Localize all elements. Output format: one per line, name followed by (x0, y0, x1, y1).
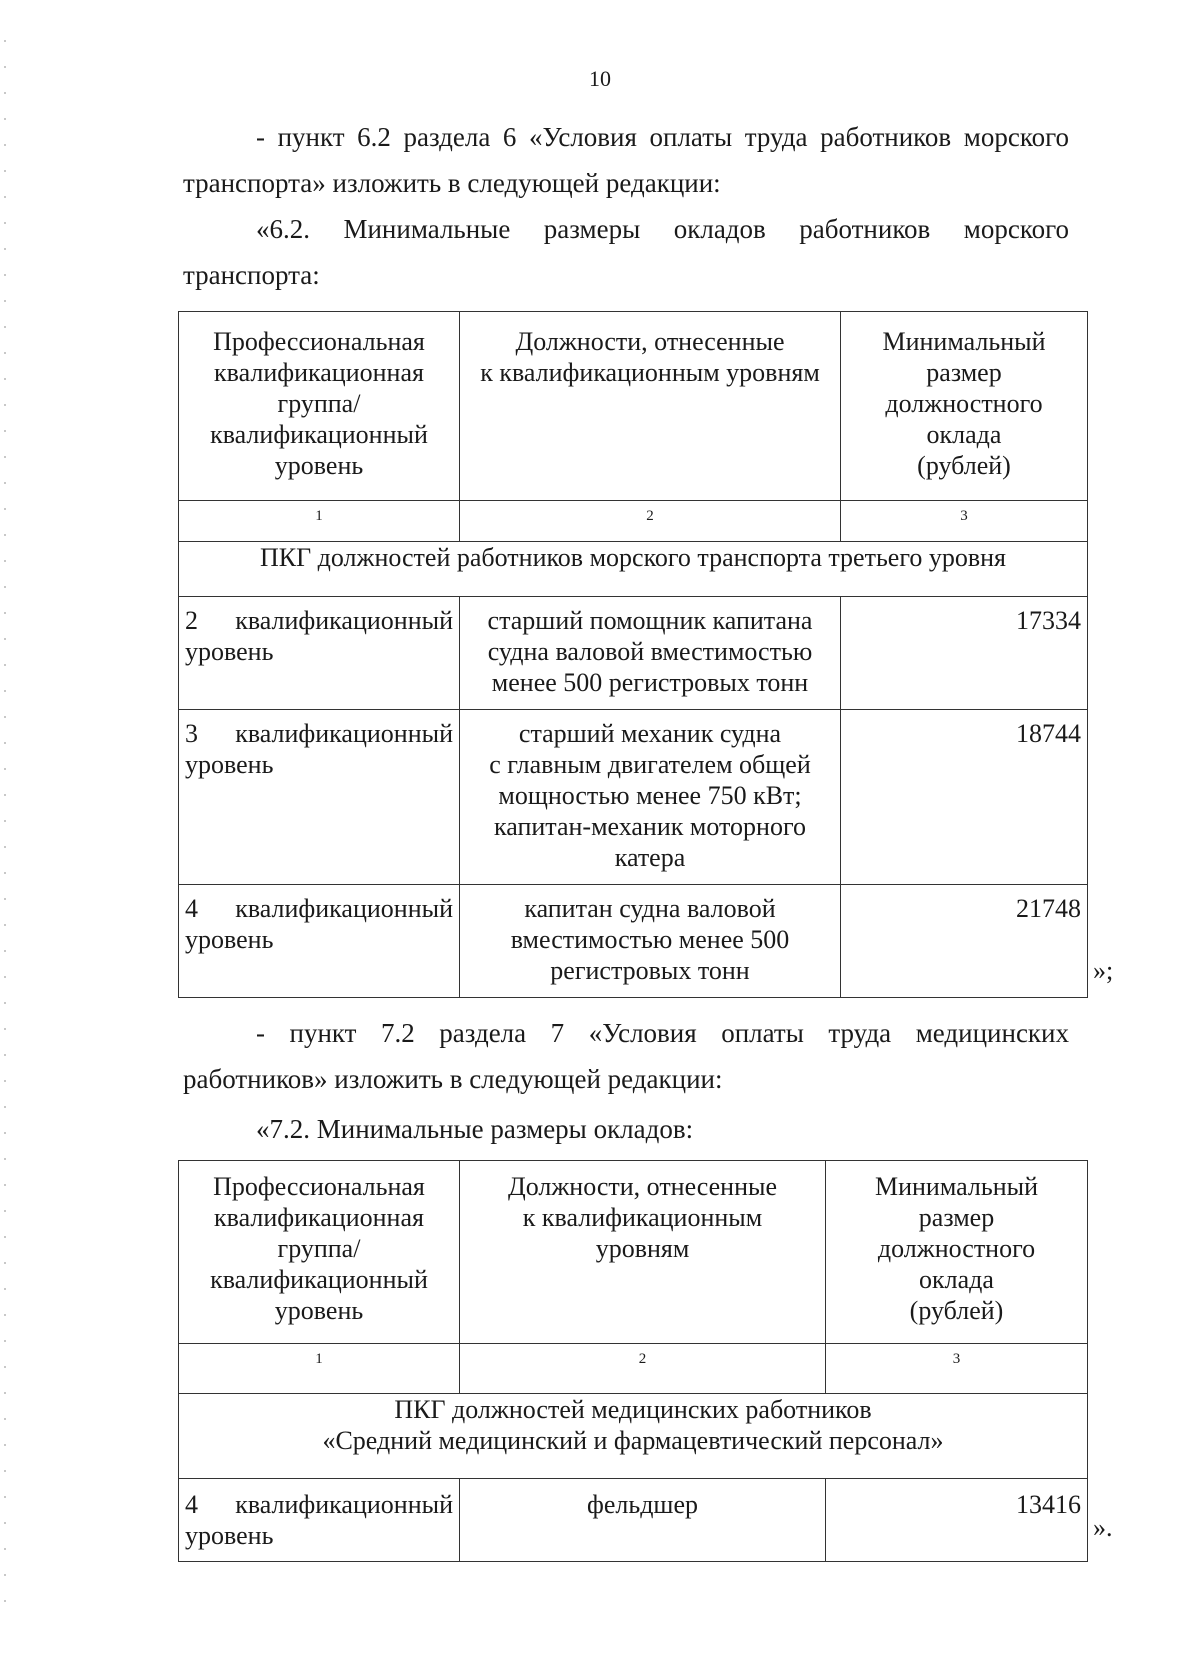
header-text: квалификационный (210, 420, 428, 449)
paragraph-line: - пункт 6.2 раздела 6 «Условия оплаты труда работников морского (256, 122, 1069, 152)
table-row (179, 885, 1088, 998)
position-line: судна валовой вместимостью (487, 637, 813, 666)
closing-quote: ». (1093, 1513, 1113, 1542)
header-text: группа/ (277, 1234, 361, 1263)
column-number: 2 (460, 501, 841, 542)
group-title-line: ПКГ должностей медицинских работников (394, 1395, 872, 1424)
level-line (179, 1489, 459, 1520)
level-tail: уровень (185, 637, 274, 666)
header-text: квалификационная (214, 358, 424, 387)
position-line: катера (614, 843, 686, 872)
group-title (179, 1394, 1088, 1479)
level-number: 2 (185, 606, 198, 635)
position-line: капитан судна валовой (524, 894, 776, 923)
header-text: оклада (926, 420, 1002, 449)
level-cell (179, 710, 460, 885)
header-text: Профессиональная (213, 327, 425, 356)
header-cell-group-level (179, 1161, 460, 1344)
header-cell-salary (841, 312, 1088, 501)
position-line: фельдшер (586, 1490, 698, 1519)
header-text: уровням (595, 1234, 690, 1263)
group-title: ПКГ должностей работников морского транспорта третьего уровня (179, 542, 1088, 597)
header-text: Минимальный (874, 1172, 1039, 1201)
column-number: 3 (826, 1344, 1088, 1394)
positions-cell (460, 885, 841, 998)
paragraph-line: транспорта» изложить в следующей редакции: (183, 168, 721, 198)
header-cell-positions (460, 312, 841, 501)
header-text: группа/ (277, 389, 361, 418)
position-line: вместимостью менее 500 (510, 925, 790, 954)
column-number: 3 (841, 501, 1088, 542)
page-number: 10 (589, 66, 611, 91)
closing-quote: »; (1093, 956, 1114, 985)
header-text: должностного (877, 1234, 1036, 1263)
level-word: квалификационный (235, 894, 453, 923)
level-number: 3 (185, 719, 198, 748)
salary-table-maritime (178, 311, 1088, 998)
header-text: размер (926, 358, 1002, 387)
paragraph-line: работников» изложить в следующей редакции: (183, 1064, 723, 1094)
level-cell (179, 1479, 460, 1562)
group-title-row (179, 1394, 1088, 1479)
paragraph-7-2-intro (183, 1010, 1069, 1102)
salary-value: 13416 (826, 1479, 1088, 1562)
position-line: старший помощник капитана (487, 606, 813, 635)
level-cell (179, 885, 460, 998)
header-text: к квалификационным (522, 1203, 763, 1232)
level-line (179, 605, 459, 636)
level-tail: уровень (185, 750, 274, 779)
positions-cell (460, 597, 841, 710)
header-text: (рублей) (917, 451, 1011, 480)
header-text: к квалификационным уровням (480, 358, 820, 387)
column-number: 1 (179, 1344, 460, 1394)
level-number: 4 (185, 894, 198, 923)
table-row (179, 710, 1088, 885)
salary-value: 17334 (841, 597, 1088, 710)
group-title-row (179, 542, 1088, 597)
salary-table-medical (178, 1160, 1088, 1562)
paragraph-line: транспорта: (183, 260, 320, 290)
table-header-row (179, 1161, 1088, 1344)
paragraph-6-2-intro (183, 114, 1069, 206)
position-line: с главным двигателем общей (489, 750, 811, 779)
position-line: старший механик судна (518, 719, 782, 748)
table-row (179, 1479, 1088, 1562)
header-text: уровень (274, 451, 364, 480)
table-row (179, 597, 1088, 710)
column-number-row (179, 501, 1088, 542)
header-cell-salary (826, 1161, 1088, 1344)
header-cell-group-level (179, 312, 460, 501)
level-tail: уровень (185, 925, 274, 954)
level-number: 4 (185, 1490, 198, 1519)
scan-edge-marks (4, 40, 6, 1620)
header-text: Минимальный (882, 327, 1046, 356)
column-number: 1 (179, 501, 460, 542)
level-word: квалификационный (235, 606, 453, 635)
group-title-line: «Средний медицинский и фармацевтический персонал» (322, 1426, 944, 1455)
positions-cell (460, 710, 841, 885)
table-header-row (179, 312, 1088, 501)
paragraph-line: «6.2. Минимальные размеры окладов работников морского (256, 214, 1069, 244)
header-text: квалификационный (210, 1265, 428, 1294)
header-text: (рублей) (909, 1296, 1004, 1325)
level-line (179, 893, 459, 924)
salary-value: 21748 (841, 885, 1088, 998)
position-line: регистровых тонн (550, 956, 750, 985)
position-line: мощностью менее 750 кВт; (498, 781, 802, 810)
column-number: 2 (460, 1344, 826, 1394)
header-cell-positions (460, 1161, 826, 1344)
paragraph-7-2-heading: «7.2. Минимальные размеры окладов: (256, 1114, 694, 1144)
level-line (179, 718, 459, 749)
header-text: оклада (919, 1265, 994, 1294)
header-text: уровень (274, 1296, 364, 1325)
header-text: Должности, отнесенные (507, 1172, 778, 1201)
header-text: размер (918, 1203, 995, 1232)
column-number-row (179, 1344, 1088, 1394)
header-text: квалификационная (214, 1203, 424, 1232)
paragraph-line: - пункт 7.2 раздела 7 «Условия оплаты труда медицинских (256, 1018, 1069, 1048)
position-line: менее 500 регистровых тонн (491, 668, 809, 697)
position-line: капитан-механик моторного (494, 812, 806, 841)
level-word: квалификационный (235, 1490, 453, 1519)
level-word: квалификационный (235, 719, 453, 748)
header-text: Профессиональная (213, 1172, 425, 1201)
positions-cell (460, 1479, 826, 1562)
level-cell (179, 597, 460, 710)
salary-value: 18744 (841, 710, 1088, 885)
paragraph-6-2-heading (183, 206, 1069, 298)
header-text: Должности, отнесенные (515, 327, 785, 356)
level-tail: уровень (185, 1521, 274, 1550)
header-text: должностного (885, 389, 1043, 418)
